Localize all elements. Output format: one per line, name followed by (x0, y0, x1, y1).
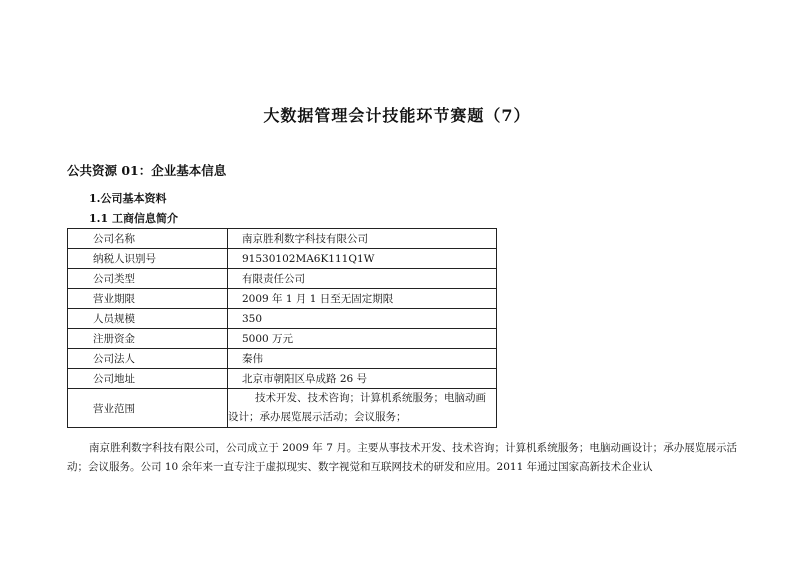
table-row (68, 249, 497, 269)
row-label: 营业范围 (68, 389, 228, 428)
row-label: 公司名称 (68, 229, 228, 249)
document-title: 大数据管理会计技能环节赛题（7） (263, 106, 531, 125)
row-label: 公司地址 (68, 369, 228, 389)
business-scope-line: 设计；承办展览展示活动；会议服务； (228, 411, 407, 423)
row-label: 营业期限 (68, 289, 228, 309)
row-value: 2009 年 1 月 1 日至无固定期限 (228, 289, 497, 309)
table-row (68, 349, 497, 369)
row-value: 南京胜利数字科技有限公司 (228, 229, 497, 249)
row-value: 5000 万元 (228, 329, 497, 349)
row-label: 注册资金 (68, 329, 228, 349)
table-row (68, 289, 497, 309)
table-row (68, 269, 497, 289)
section-heading: 公共资源 01：企业基本信息 (67, 163, 227, 178)
row-value: 北京市朝阳区阜成路 26 号 (228, 369, 497, 389)
row-label: 公司法人 (68, 349, 228, 369)
subheading-company-basics: 1.公司基本资料 (89, 192, 167, 205)
table-row (68, 369, 497, 389)
row-value: 350 (228, 309, 497, 329)
company-info-table (67, 228, 497, 428)
row-label: 纳税人识别号 (68, 249, 228, 269)
row-value: 秦伟 (228, 349, 497, 369)
table-row-business-scope (68, 389, 497, 428)
row-value: 91530102MA6K111Q1W (228, 249, 497, 269)
row-label: 公司类型 (68, 269, 228, 289)
table-row (68, 309, 497, 329)
row-value (228, 389, 497, 428)
subheading-business-info: 1.1 工商信息简介 (89, 212, 178, 225)
business-scope-line: 技术开发、技术咨询；计算机系统服务；电脑动画 (255, 392, 486, 404)
row-label: 人员规模 (68, 309, 228, 329)
table-row (68, 329, 497, 349)
row-value: 有限责任公司 (228, 269, 497, 289)
table-row (68, 229, 497, 249)
company-description-paragraph: 南京胜利数字科技有限公司，公司成立于 2009 年 7 月。主要从事技术开发、技术咨询；计算机系统服务；电脑动画设计；承办展览展示活动；会议服务。公司 10 余年来一直专注于虚拟现实、数字视觉和互联网技术的研发和应用。2011 年通过国家高新技术企业认 (67, 442, 737, 473)
